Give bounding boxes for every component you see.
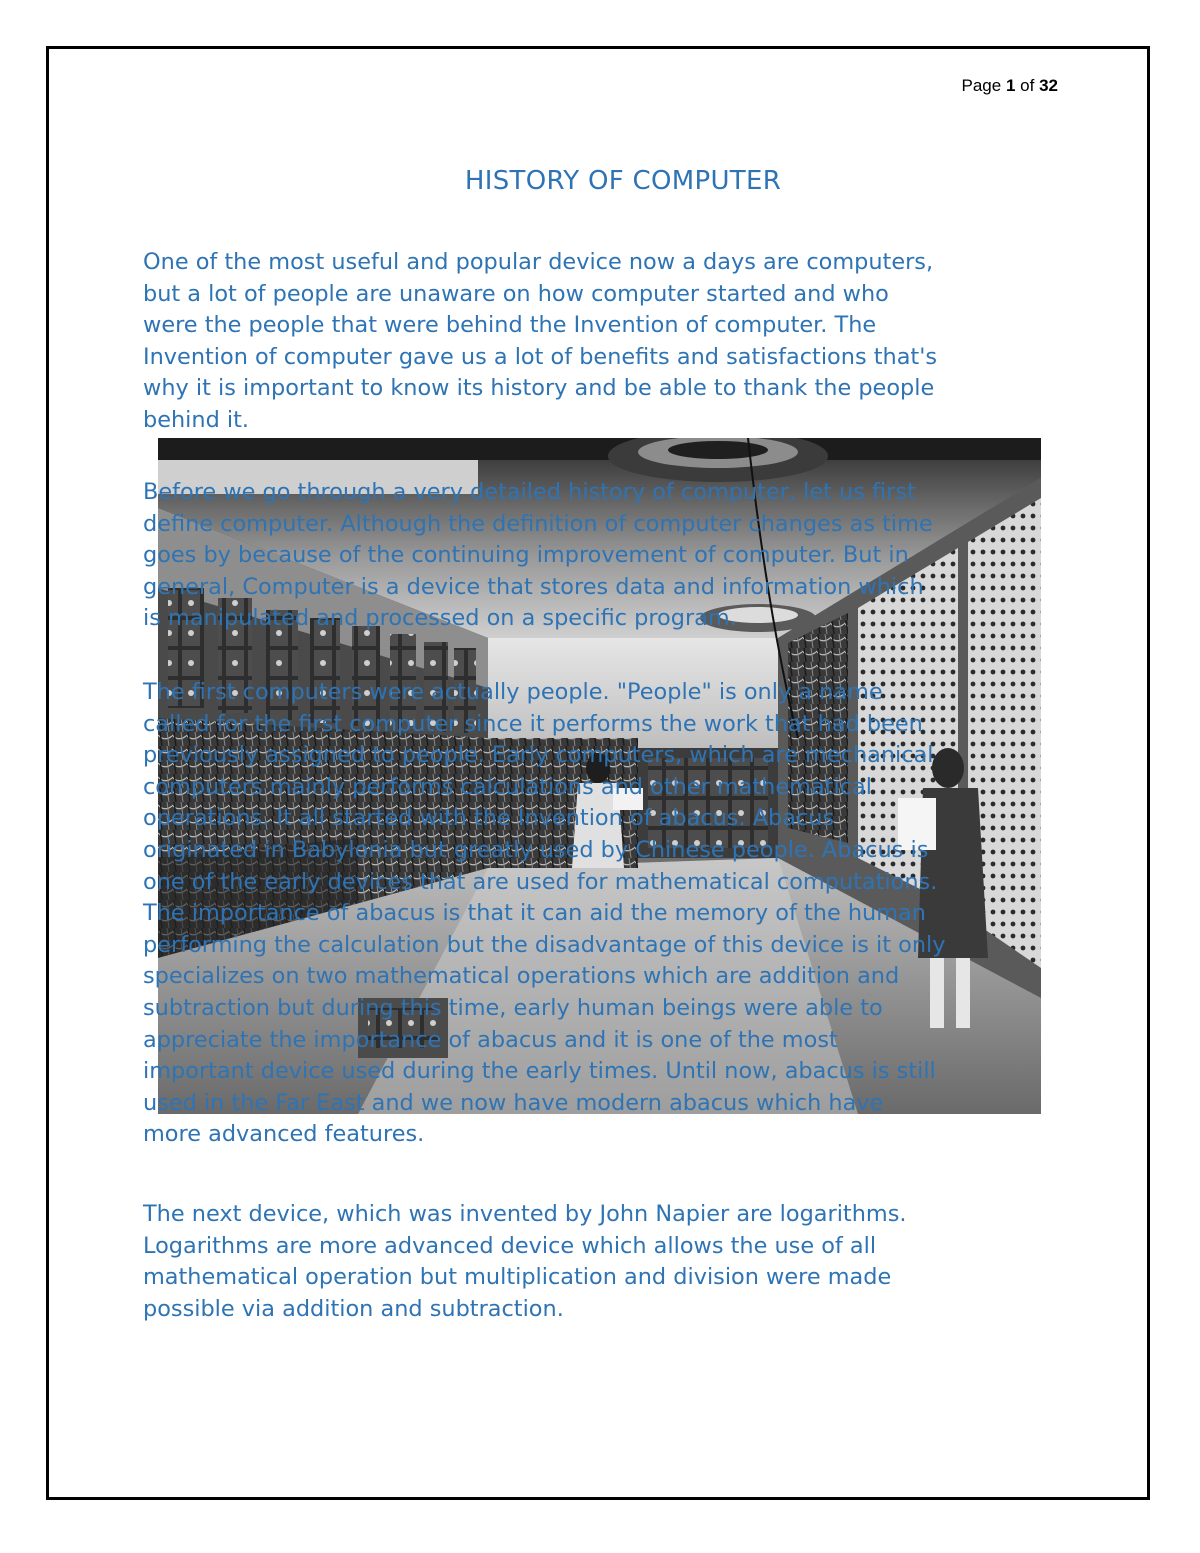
text-line: appreciate the importance of abacus and it is one of the most [143,1026,838,1053]
page-label: Page [961,76,1002,95]
text-line: define computer. Although the definition of computer changes as time [143,510,933,537]
text-line: general, Computer is a device that stores data and information which [143,573,924,600]
text-line: The first computers were actually people. "People" is only a name [143,679,883,705]
text-line: one of the early devices that are used for mathematical computations. [143,868,938,895]
page-number [900,76,1058,96]
text-line: Invention of computer gave us a lot of benefits and satisfactions that's [143,343,938,370]
paragraph-napier [143,1199,1073,1325]
text-line: The importance of abacus is that it can aid the memory of the human [143,900,926,927]
text-line: but a lot of people are unaware on how computer started and who [143,280,889,307]
text-line: important device used during the early times. Until now, abacus is still [143,1058,936,1085]
text-line: used in the Far East and we now have modern abacus which have [143,1089,884,1116]
paragraph-definition [143,477,1073,635]
text-line: computers mainly performs calculations and other mathematical [143,773,872,800]
text-line: more advanced features. [143,1121,425,1148]
text-line: One of the most useful and popular device now a days are computers, [143,249,934,275]
current-page: 1 [1005,76,1016,95]
text-line: subtraction but during this time, early human beings were able to [143,994,883,1021]
text-line: The next device, which was invented by John Napier are logarithms. [143,1201,907,1227]
text-line: mathematical operation but multiplication and division were made [143,1264,892,1291]
text-line: Logarithms are more advanced device which allows the use of all [143,1232,877,1259]
text-line: operations. It all started with the Invention of abacus. Abacus [143,805,835,832]
total-pages: 32 [1039,76,1058,95]
text-line: behind it. [143,406,250,433]
text-line: why it is important to know its history and be able to thank the people [143,375,935,402]
text-line: performing the calculation but the disadvantage of this device is it only [143,931,946,958]
text-line: goes by because of the continuing improvement of computer. But in [143,542,909,569]
text-line: originated in Babylonia but greatly used by Chinese people. Abacus is [143,836,929,863]
text-line: specializes on two mathematical operations which are addition and [143,963,900,990]
text-line: called for the first computer since it performs the work that had been [143,710,923,737]
text-line: is manipulated and processed on a specific program. [143,605,737,632]
text-line: previously assigned to people. Early computers, which are mechanical [143,742,934,769]
page-of-label: of [1020,76,1035,95]
paragraph-abacus [143,677,1073,1151]
text-line: Before we go through a very detailed history of computer, let us first [143,479,916,505]
paragraph-intro [143,247,1073,437]
text-line: were the people that were behind the Invention of computer. The [143,312,877,339]
document-title: HISTORY OF COMPUTER [464,166,782,196]
text-line: possible via addition and subtraction. [143,1295,564,1322]
